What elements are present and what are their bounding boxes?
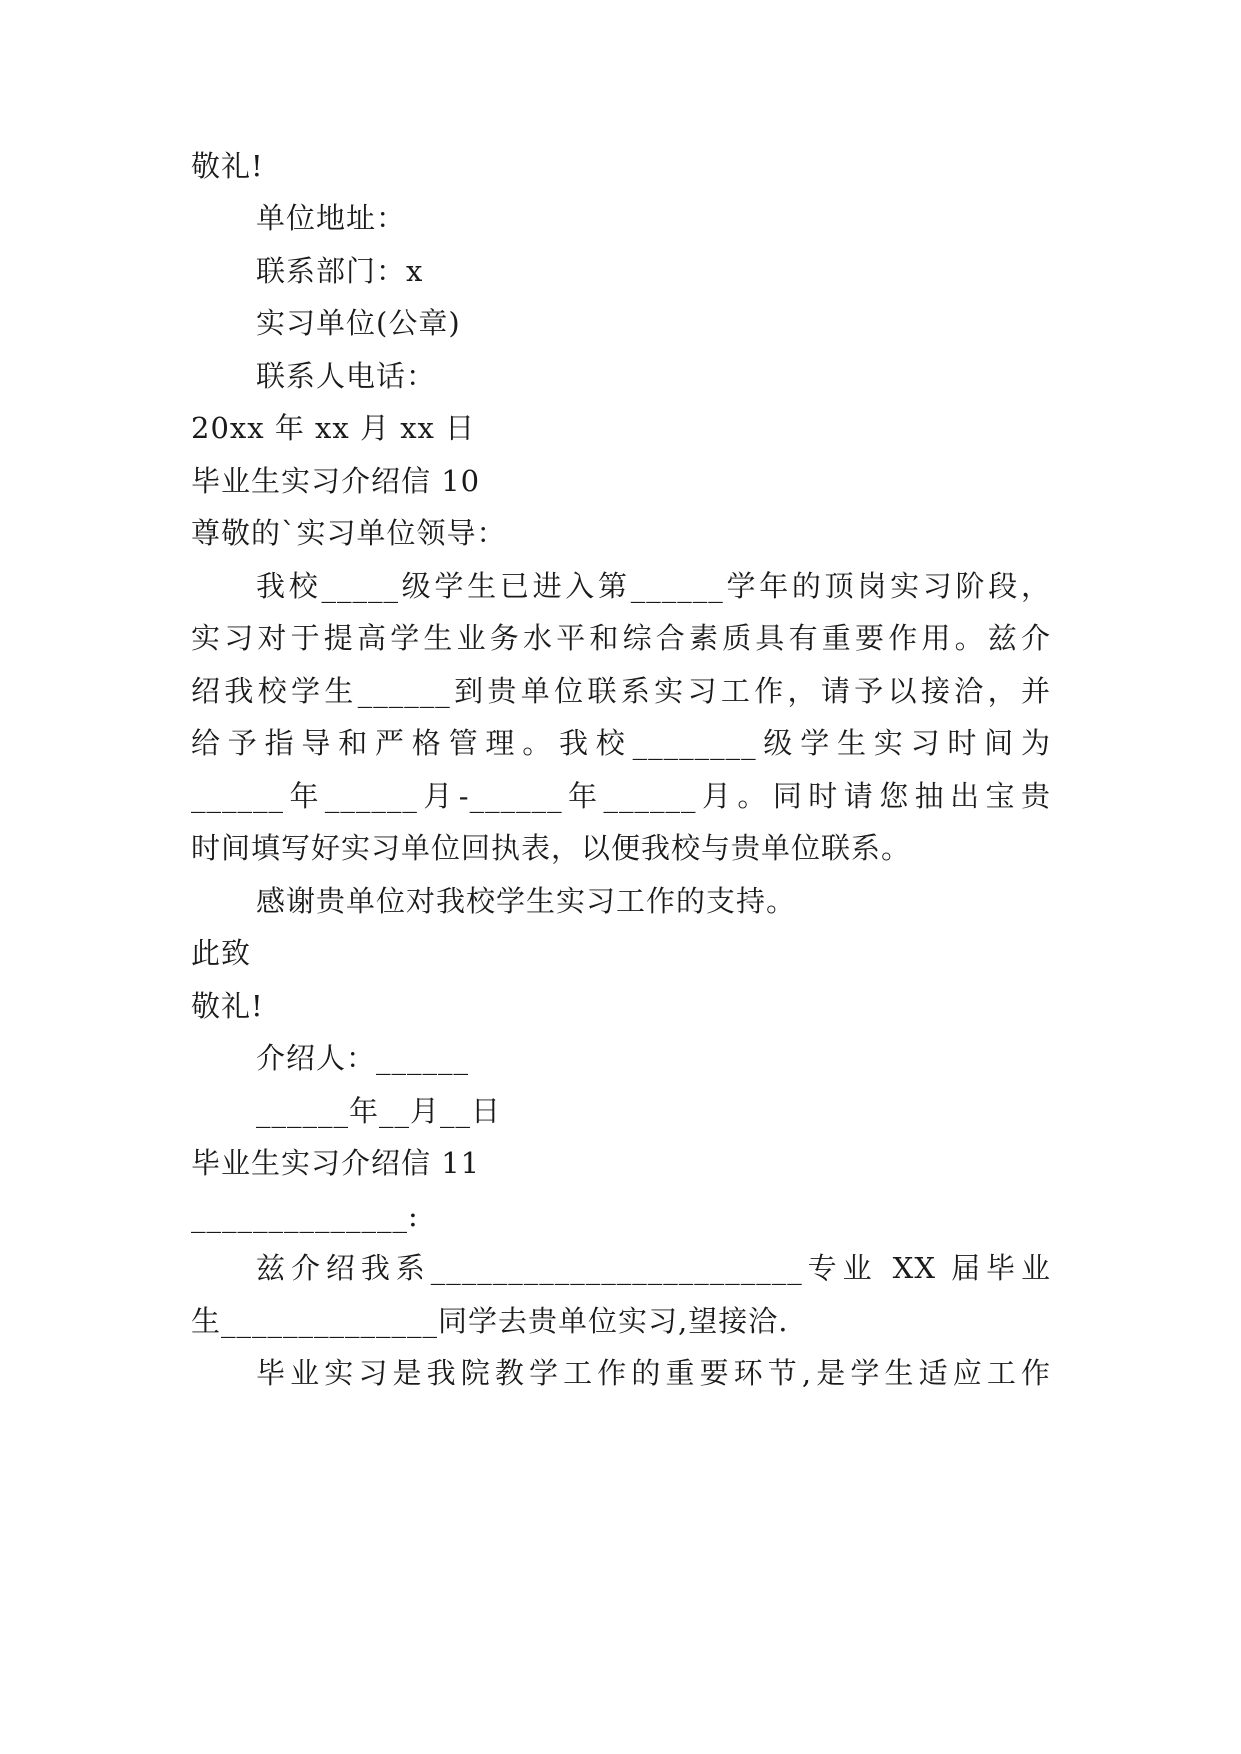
thanks-line: 感谢贵单位对我校学生实习工作的支持。 xyxy=(256,884,797,918)
salutation: 尊敬的`实习单位领导： xyxy=(191,516,507,550)
introducer-label: 介绍人：______ xyxy=(256,1041,470,1075)
body-paragraph-line: ______年______月-______年______月。同时请您抽出宝贵 xyxy=(191,779,1051,813)
body-paragraph-line: 绍我校学生______到贵单位联系实习工作，请予以接洽，并 xyxy=(191,674,1051,708)
date-line: ______年__月__日 xyxy=(256,1094,502,1128)
addressee-blank: ______________: xyxy=(191,1199,419,1233)
closing-salute: 敬礼! xyxy=(191,989,264,1023)
date-line: 20xx 年 xx 月 xx 日 xyxy=(191,411,476,445)
body-paragraph-line: 生______________同学去贵单位实习,望接洽. xyxy=(191,1304,789,1338)
intern-unit-seal-label: 实习单位(公章) xyxy=(256,306,461,340)
body-paragraph-line: 兹介绍我系________________________专业 XX 届毕业 xyxy=(256,1251,1051,1285)
body-paragraph-line: 毕业实习是我院教学工作的重要环节,是学生适应工作 xyxy=(256,1356,1051,1390)
body-paragraph-line: 实习对于提高学生业务水平和综合素质具有重要作用。兹介 xyxy=(191,621,1051,655)
body-paragraph-line: 给予指导和严格管理。我校________级学生实习时间为 xyxy=(191,726,1051,760)
closing-salute: 敬礼! xyxy=(191,149,264,183)
contact-department-label: 联系部门：x xyxy=(256,254,424,288)
body-paragraph-line: 我校_____级学生已进入第______学年的顶岗实习阶段， xyxy=(256,569,1051,603)
section-heading: 毕业生实习介绍信 10 xyxy=(191,464,481,498)
unit-address-label: 单位地址： xyxy=(256,201,407,235)
section-heading: 毕业生实习介绍信 11 xyxy=(191,1146,481,1180)
closing-line: 此致 xyxy=(191,936,252,970)
contact-phone-label: 联系人电话： xyxy=(256,359,437,393)
body-paragraph-line: 时间填写好实习单位回执表，以便我校与贵单位联系。 xyxy=(191,831,912,865)
